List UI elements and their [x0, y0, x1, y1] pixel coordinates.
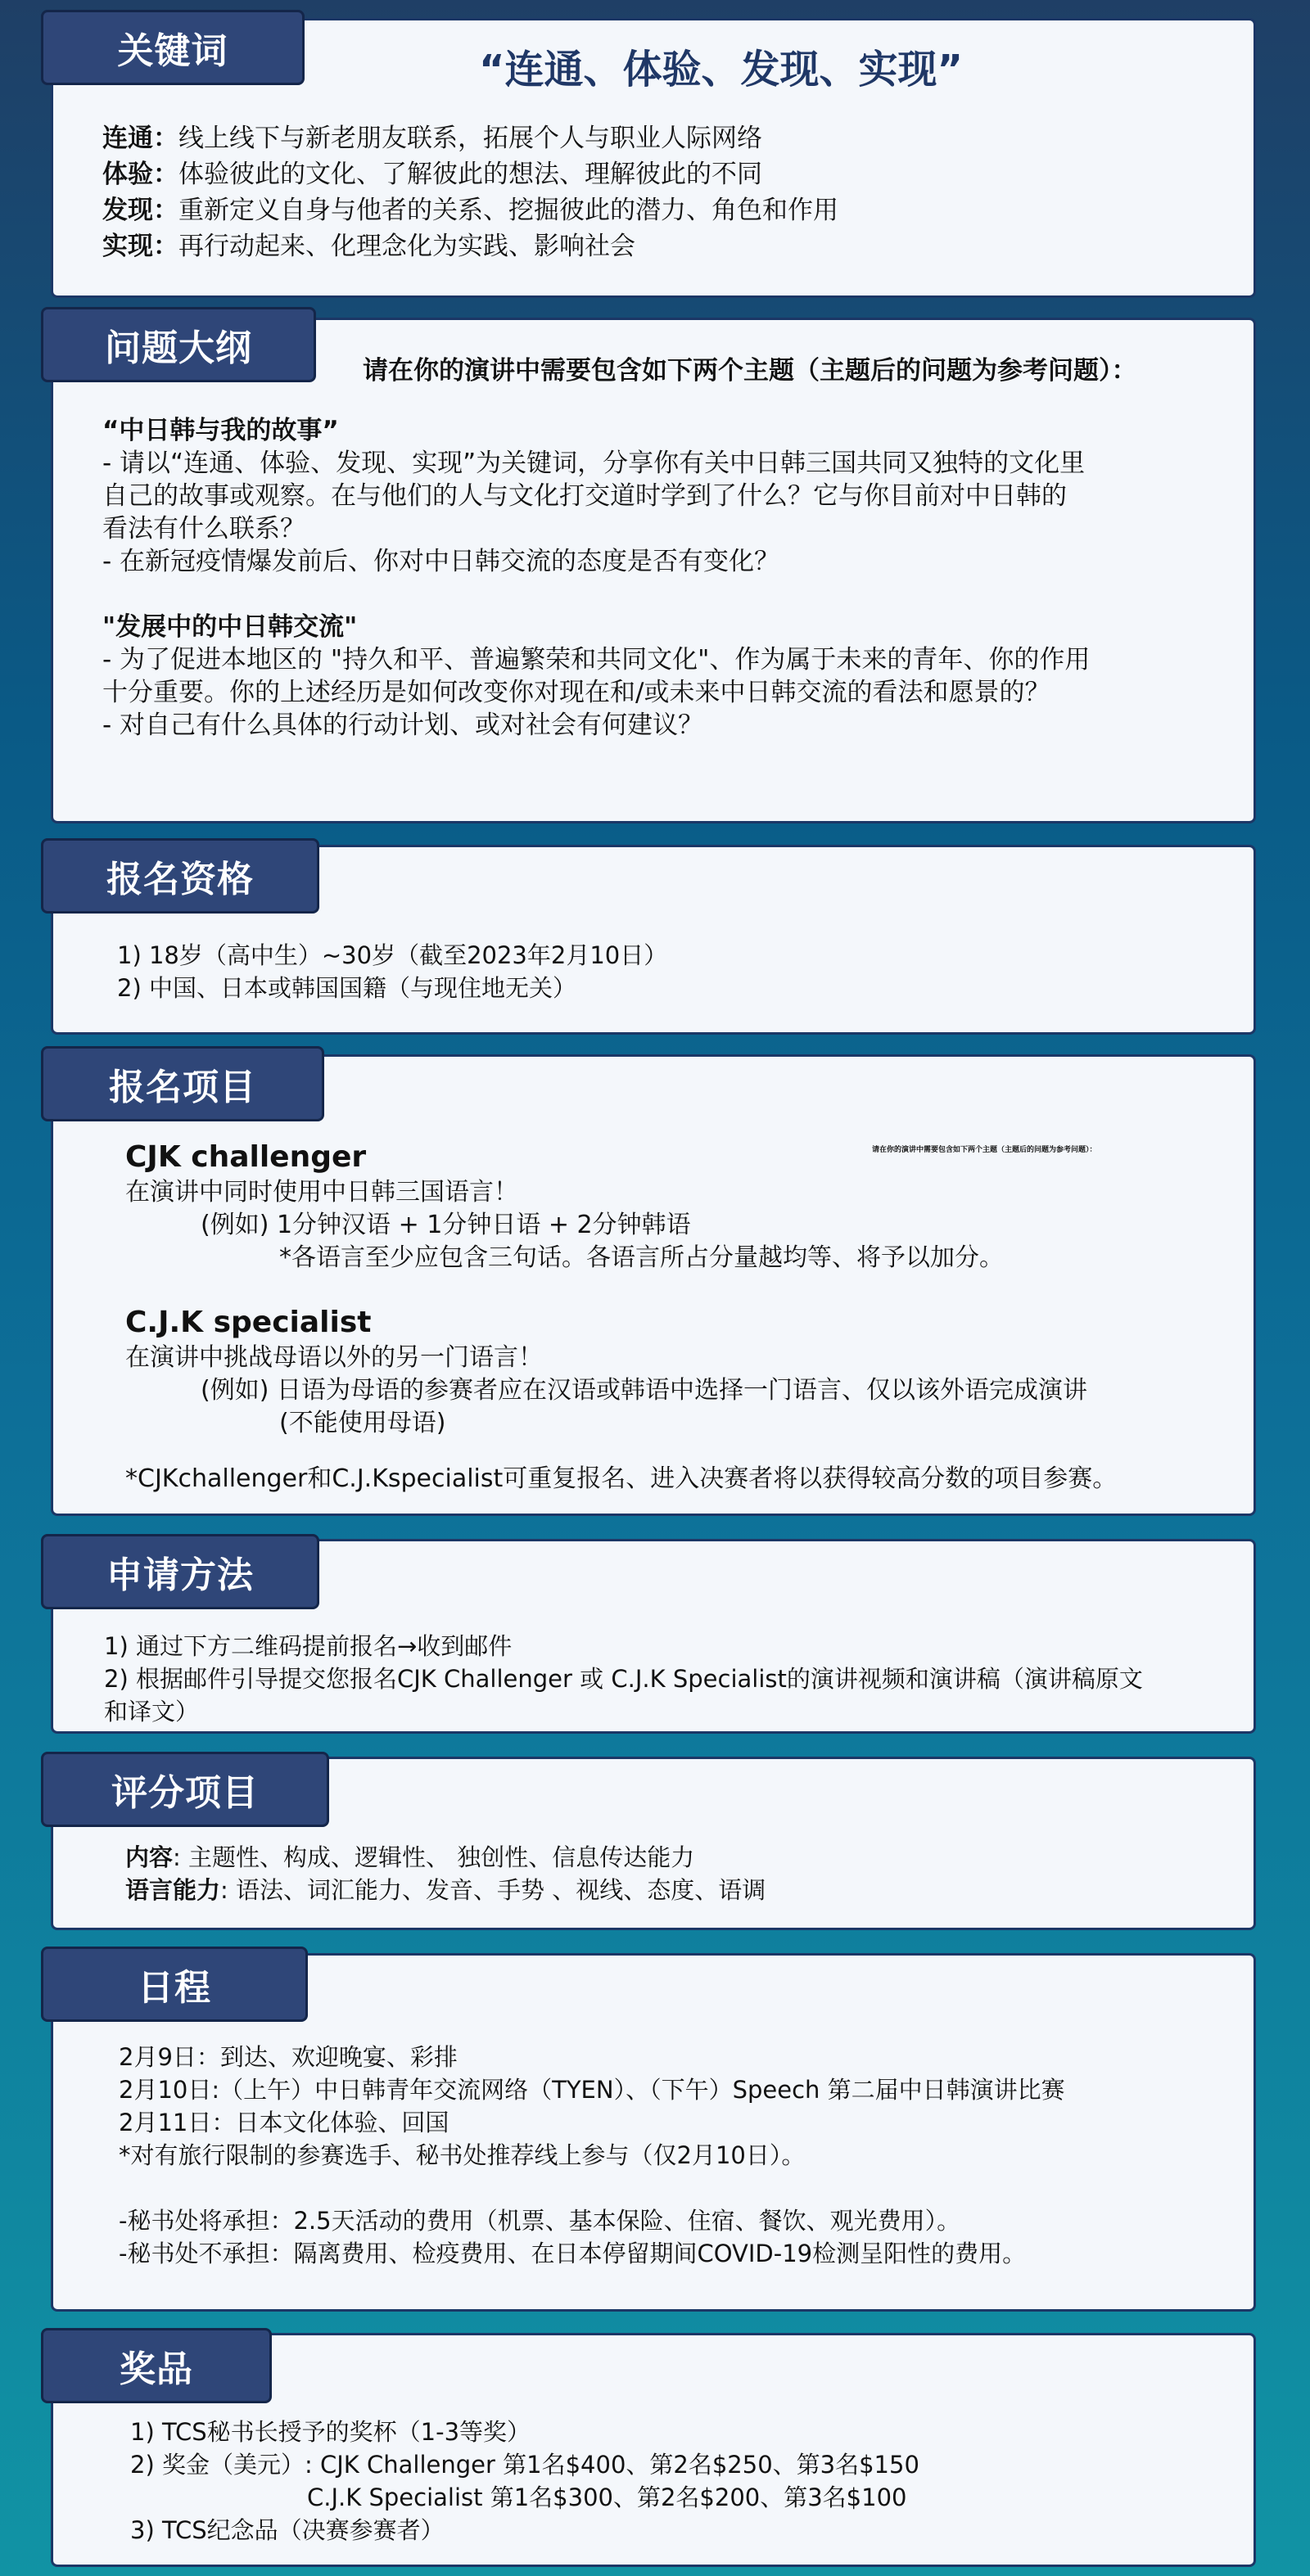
cjk-specialist-block	[125, 1304, 1087, 1440]
cjk-challenger-example: (例如) 1分钟汉语 + 1分钟日语 + 2分钟韩语	[201, 1211, 691, 1239]
schedule-item: 2月9日：到达、欢迎晚宴、彩排	[119, 2043, 458, 2071]
prize-item: 2) 奖金（美元）: CJK Challenger 第1名$400、第2名$250、第3名$150	[130, 2451, 919, 2479]
spacer	[119, 2172, 1065, 2204]
spacer	[102, 578, 1090, 611]
cost-item: -秘书处将承担：2.5天活动的费用（机票、基本保险、住宿、餐饮、观光费用）。	[119, 2207, 961, 2235]
eligibility-tab: 报名资格	[41, 838, 319, 914]
keywords-headline: “连通、体验、发现、实现”	[479, 47, 964, 92]
categories-footnote: *CJKchallenger和C.J.Kspecialist可重复报名、进入决赛者将以获得较高分数的项目参赛。	[125, 1464, 1118, 1493]
scoring-tab: 评分项目	[41, 1752, 329, 1827]
topic1-line: 自己的故事或观察。在与他们的人与文化打交道时学到了什么？它与你目前对中日韩的	[102, 481, 1067, 511]
cjk-challenger-title: CJK challenger	[125, 1140, 367, 1174]
eligibility-item: 1) 18岁（高中生）~30岁（截至2023年2月10日）	[117, 941, 668, 969]
scoring-item: 语言能力: 语法、词汇能力、发音、手势 、视线、态度、语调	[125, 1876, 766, 1904]
keywords-tab: 关键词	[41, 10, 305, 85]
topic1-title: “中日韩与我的故事”	[102, 416, 339, 445]
cjk-specialist-example: (例如) 日语为母语的参赛者应在汉语或韩语中选择一门语言、仅以该外语完成演讲	[201, 1376, 1087, 1405]
application-list	[104, 1630, 1143, 1728]
schedule-item: 2月10日:（上午）中日韩青年交流网络（TYEN）、（下午）Speech 第二届中日韩演讲比赛	[119, 2076, 1065, 2104]
categories-tiny-note: 请在你的演讲中需要包含如下两个主题（主题后的问题为参考问题）：	[872, 1146, 1097, 1154]
eligibility-item: 2) 中国、日本或韩国国籍（与现住地无关）	[117, 974, 576, 1002]
scoring-list	[125, 1841, 766, 1906]
prizes-tab: 奖品	[41, 2328, 272, 2403]
prizes-list	[130, 2416, 919, 2547]
topic1-line: - 在新冠疫情爆发前后、你对中日韩交流的态度是否有变化？	[102, 547, 780, 576]
topic2-line: - 为了促进本地区的 "持久和平、普遍繁荣和共同文化"、作为属于未来的青年、你的作用	[102, 645, 1091, 674]
eligibility-list	[117, 939, 667, 1004]
cjk-challenger-desc: 在演讲中同时使用中日韩三国语言！	[125, 1178, 518, 1207]
prize-item: 3) TCS纪念品（决赛参赛者）	[130, 2516, 445, 2544]
schedule-item: 2月11日：日本文化体验、回国	[119, 2109, 449, 2136]
schedule-list	[119, 2041, 1065, 2270]
cjk-challenger-note: *各语言至少应包含三句话。各语言所占分量越均等、将予以加分。	[279, 1243, 1004, 1272]
topic1-line: - 请以“连通、体验、发现、实现”为关键词，分享你有关中日韩三国共同又独特的文化里	[102, 449, 1086, 478]
outline-body	[102, 414, 1090, 742]
cjk-specialist-title: C.J.K specialist	[125, 1306, 372, 1339]
topic2-line: 十分重要。你的上述经历是如何改变你对现在和/或未来中日韩交流的看法和愿景的？	[102, 678, 1050, 707]
outline-tab: 问题大纲	[41, 307, 316, 382]
application-step: 2) 根据邮件引导提交您报名CJK Challenger 或 C.J.K Specialist的演讲视频和演讲稿（演讲稿原文	[104, 1665, 1143, 1693]
keyword-item: 实现：再行动起来、化理念化为实践、影响社会	[102, 232, 635, 261]
cjk-challenger-block	[125, 1139, 1004, 1274]
schedule-item: *对有旅行限制的参赛选手、秘书处推荐线上参与（仅2月10日）。	[119, 2141, 806, 2169]
scoring-item: 内容: 主题性、构成、逻辑性、 独创性、信息传达能力	[125, 1843, 695, 1871]
prize-item: 1) TCS秘书长授予的奖杯（1-3等奖）	[130, 2418, 531, 2446]
categories-section	[51, 1054, 1256, 1516]
keyword-item: 体验：体验彼此的文化、了解彼此的想法、理解彼此的不同	[102, 160, 762, 189]
topic1-line: 看法有什么联系？	[102, 514, 305, 544]
prize-item: C.J.K Specialist 第1名$300、第2名$200、第3名$100	[307, 2484, 907, 2511]
topic2-title: "发展中的中日韩交流"	[102, 612, 358, 642]
topic2-line: - 对自己有什么具体的行动计划、或对社会有何建议？	[102, 711, 704, 740]
application-tab: 申请方法	[41, 1534, 319, 1609]
keywords-list	[102, 120, 838, 264]
categories-tab: 报名项目	[41, 1046, 324, 1121]
application-step: 1) 通过下方二维码提前报名→收到邮件	[104, 1632, 513, 1660]
keyword-item: 连通：线上线下与新老朋友联系，拓展个人与职业人际网络	[102, 124, 762, 153]
application-step: 和译文）	[104, 1698, 200, 1726]
outline-section	[51, 318, 1256, 823]
cost-item: -秘书处不承担：隔离费用、检疫费用、在日本停留期间COVID-19检测呈阳性的费用。	[119, 2240, 1027, 2267]
schedule-tab: 日程	[41, 1947, 308, 2022]
outline-intro: 请在你的演讲中需要包含如下两个主题（主题后的问题为参考问题）：	[363, 356, 1137, 386]
cjk-specialist-note: (不能使用母语)	[279, 1409, 446, 1437]
cjk-specialist-desc: 在演讲中挑战母语以外的另一门语言！	[125, 1343, 543, 1372]
keyword-item: 发现：重新定义自身与他者的关系、挖掘彼此的潜力、角色和作用	[102, 196, 838, 225]
